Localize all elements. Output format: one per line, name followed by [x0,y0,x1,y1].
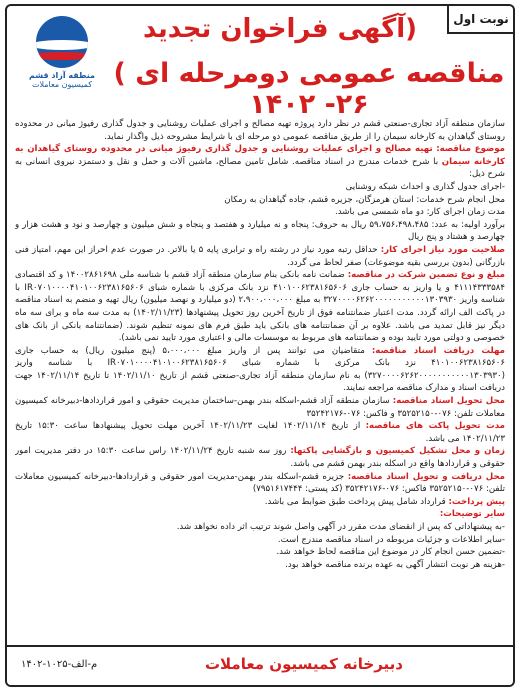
note-item: -به پیشنهاداتی که پس از انقضای مدت مقرر در آگهی واصل شوند ترتیب اثر داده نخواهد شد. [176,522,505,532]
prepayment-text: قرارداد شامل پیش پرداخت طبق ضوابط می باشد. [264,496,446,507]
notice-header [7,6,513,120]
logo-name: منطقه آزاد قشم [28,71,96,80]
deadline-text: از تاریخ ۱۴۰۲/۱۱/۱۴ لغایت ۱۴۰۲/۱۱/۲۳ آخرین مهلت تحویل پیشنهادها ساعت ۱۵:۳۰ تاریخ ۱۴۰۲/۱۱/۲۳ می باشد. [15,421,505,444]
prepayment-paragraph [15,496,505,509]
deadline-paragraph [15,420,505,445]
documents-label: مهلت دریافت اسناد مناقصه: [371,345,505,356]
delivery-label: محل تحویل اسناد مناقصه: [392,396,505,407]
location-line: محل انجام شرح خدمات: استان هرمزگان، جزیره قشم، جاده گیاهدان به رمکان [224,194,505,205]
delivery-text: سازمان منطقه آزاد قشم-اسکله بندر بهمن-ساختمان مدیریت حقوقی و امور قراردادها-دبیرخانه کمیسیون معاملات تلفن: ۰۷۶-۳۵۲۵۲۱۵۰ و فاکس: ۰۷۶-۳۵۲۴۲۱۷۶ [15,396,505,419]
documents-text: متقاضیان می توانند پس از واریز مبلغ ۵،۰۰۰،۰۰۰ (پنج میلیون ریال) به حساب جاری ۴۱۰۱۰۰۶۲۳۸۱۶۵۶۰۶ نزد بانک مرکزی با شماره شبای IR۰۷۰۱۰۰۰۰۴۱۰۱۰۰۶۲۳۸۱۶۵۶۰۶ با شناسه واریز (۳۲۷۰۰۰۰۶۲۶۲۰۰۰۰۰۰۰۰۰۰۰۱۳۰۳۹۳۰) به نام سازمان منطقه آزاد تجاری-صنعتی قشم از تاریخ ۱۴۰۲/۱۱/۱۰ تا تاریخ ۱۴۰۲/۱۱/۱۴ جهت دریافت اسناد و مدارک مناقصه مراجعه نمایند. [15,345,505,394]
tender-notice [5,4,515,687]
intro-paragraph: سازمان منطقه آزاد تجاری-صنعتی قشم در نظر دارد پروژه تهیه مصالح و اجرای عملیات روشنایی و جدول گذاری رفیوژ میانی در محدوده روستای گیاهدان به کارخانه سیمان را از طریق مناقصه عمومی دو مرحله ای با شرایط مشروحه ذیل واگذار نماید. [15,119,505,142]
footer-title: دبیرخانه کمیسیون معاملات [204,655,403,673]
scope-item: -اجرای جدول گذاری و احداث شبکه روشنایی [345,181,505,192]
address-text: جزیره قشم-اسکله بندر بهمن-مدیریت امور حقوقی و قراردادها-دبیرخانه کمیسیون معاملات تلفن: ۰۷۶-۳۵۲۵۲۱۵۰ فاکس: ۰۷۶-۳۵۲۴۲۱۷۶ (کد پستی: ۷۹۵۱۶۱۷۴۴۴) [15,471,505,495]
documents-paragraph [15,345,505,395]
guarantee-label: مبلغ و نوع تضمین شرکت در مناقصه: [347,270,505,281]
address-label: محل دریافت و تحویل اسناد مناقصه: [347,471,505,482]
estimate-line: برآورد اولیه: به عدد: ۵۹،۷۵۶،۴۹۸،۴۸۵ ریال به حروف: پنجاه و نه میلیارد و هفتصد و پنجاه و شش میلیون و چهارصد و نود و هشت هزار و چهارصد و هشتاد و پنج ریال [15,219,505,243]
note-item: -سایر اطلاعات و جزئیات مربوطه در اسناد مناقصه مندرج است. [277,534,505,545]
waves-icon [36,16,88,68]
opening-paragraph [15,445,505,470]
opening-label: زمان و محل تشکیل کمیسیون و بازگشایی پاکتها: [290,446,505,457]
guarantee-paragraph [15,269,505,345]
notice-subtitle: مناقصه عمومی دومرحله ای ) ۲۶- ۱۴۰۲ [113,58,505,120]
subject-paragraph [15,143,505,181]
notice-code: م-الف-۱۰۲۵-۱۴۰۲ [21,659,98,670]
subject-label: موضوع مناقصه: [436,144,505,155]
prepayment-label: پیش پرداخت: [448,496,505,507]
note-item: -هزینه هر نوبت انتشار آگهی به عهده برنده مناقصه خواهد بود. [285,559,505,570]
round-badge: نوبت اول [447,6,513,34]
guarantee-text: ضمانت نامه بانکی بنام سازمان منطقه آزاد قشم با شناسه ملی ۱۴۰۰۲۸۶۱۶۹۸ و کد اقتصادی ۴۱۱۱۴۳۳۳۵۸۴ و یا واریز به حساب جاری ۴۱۰۱۰۰۶۲۳۸۱۶۵۶۰۶ نزد بانک مرکزی با شماره شبای IR۰۷۰۱۰۰۰۰۴۱۰۱۰۰۶۲۳۸۱۶۵۶۰۶ با شناسه واریز ۳۲۷۰۰۰۰۶۲۶۲۰۰۰۰۰۰۰۰۰۰۰۱۳۰۳۹۳۰ به مبلغ ۲،۹۰۰،۰۰۰،۰۰۰ (دو میلیارد و نهصد میلیون) ریال تهیه و منضم به اسناد مناقصه در پاکت الف ارائه گردد. مدت اعتبار ضمانتنامه فوق از تاریخ آخرین روز تحویل پیشنهادها (۱۴۰۲/۱۱/۲۳) به مدت سه ماه و برای سه ماه دیگر نیز قابل تمدید می باشد. علاوه بر آن ضمانتنامه های بانکی باید طبق فرم های نمونه تنظیم شوند. (ضمانتنامه بانکی از بانک های خصوصی و دولتی مورد تایید بوده و ضمانتنامه های مربوط به موسسات مالی و اعتباری مورد تایید نمی باشد). [15,270,505,344]
qualification-paragraph [15,244,505,269]
delivery-paragraph [15,395,505,420]
duration-line: مدت زمان اجرای کار: دو ماه شمسی می باشد. [335,207,505,218]
qualification-label: صلاحیت مورد نیاز اجرای کار: [380,244,505,255]
qualification-text: حداقل رتبه مورد نیاز در رشته راه و ترابری پایه ۵ یا بالاتر. در صورت عدم احراز این مهم، امتیاز فنی بازرگانی (بدون بررسی بقیه موضوعات) صفر لحاظ می گردد. [15,244,505,268]
deadline-label: مدت تحویل پاکت های مناقصه: [365,421,505,432]
opening-text: روز سه شنبه تاریخ ۱۴۰۲/۱۱/۲۴ راس ساعت ۱۵:۳۰ در دفتر مدیریت امور حقوقی و قراردادها واقع در اسکله بندر بهمن قشم می باشد. [15,446,505,470]
address-paragraph [15,471,505,496]
subject-rest: با شرح خدمات مندرج در اسناد مناقصه. شامل تامین مصالح، ماشین آلات و حمل و نقل و دستمزد نیروی انسانی به شرح ذیل: [15,156,505,180]
notes-label: سایر توضیحات: [439,509,505,520]
notice-footer [7,645,513,685]
logo-subtitle: کمیسیون معاملات [31,80,93,89]
notice-body [15,118,505,653]
qeshm-logo [17,16,107,104]
notice-title: (آگهی فراخوان تجدید [142,14,418,44]
note-item: -تضمین حسن انجام کار در موضوع این مناقصه لحاظ خواهد شد. [276,547,505,558]
subject-text: تهیه مصالح و اجرای عملیات روشنایی و جدول گذاری رفیوژ میانی در محدوده روستای گیاهدان به کارخانه سیمان [15,144,505,167]
